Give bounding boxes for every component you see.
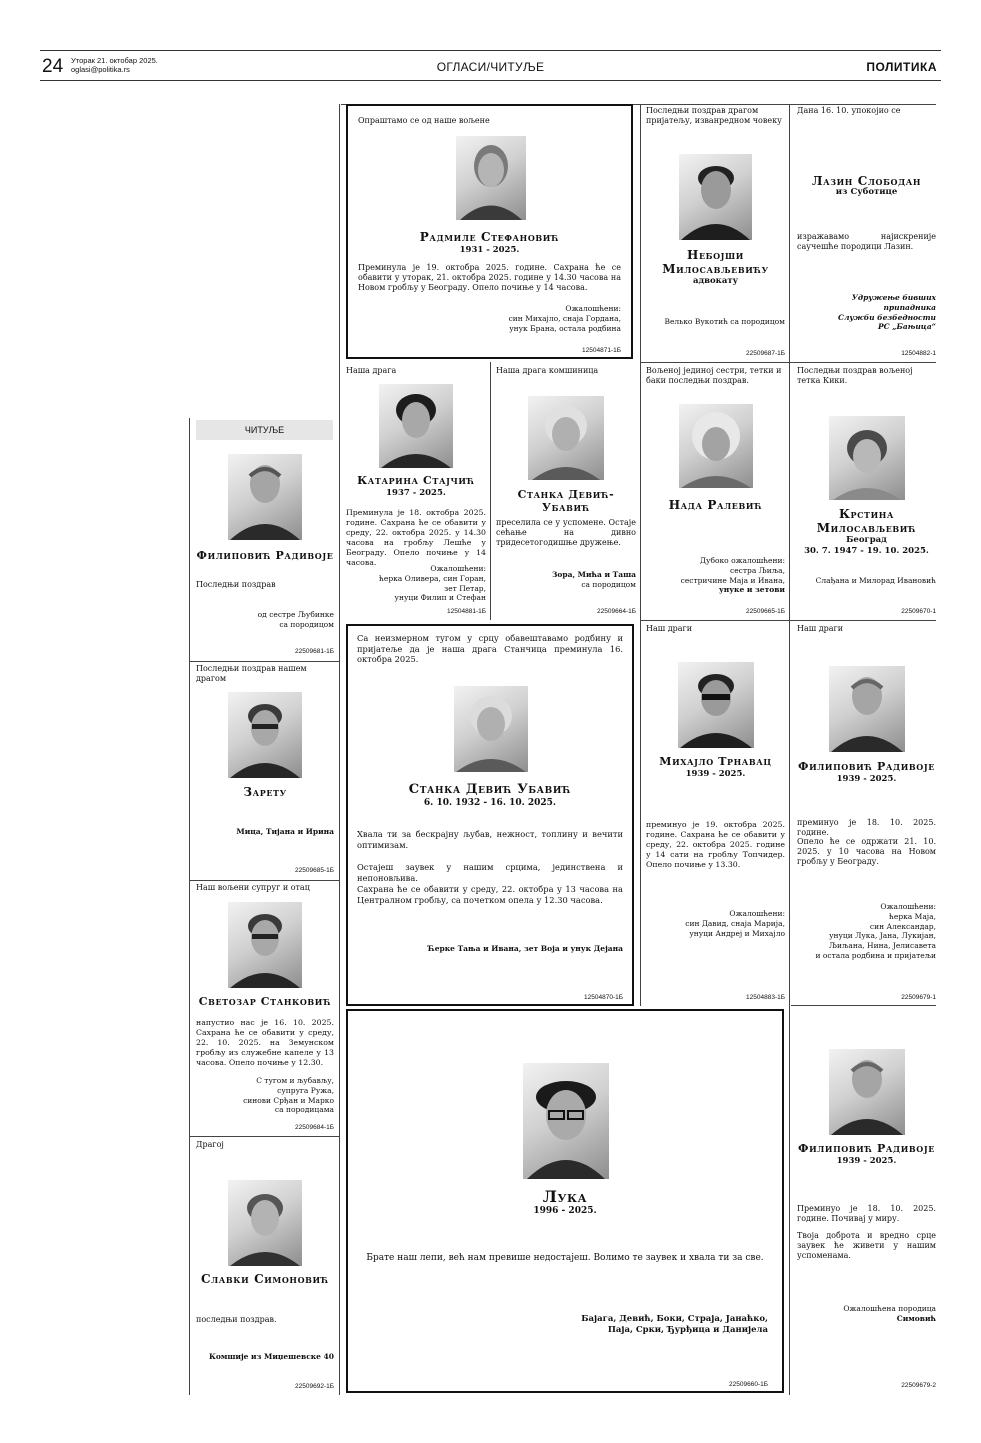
- mourners-line: Љиљана, Нина, Јелисавета: [828, 941, 936, 950]
- notice-text: Опело ће се одржати 21. 10. 2025. у 10 часова на Новом гробљу у Београду.: [797, 837, 936, 867]
- notice-text: Твоја доброта и вредно срце заувек ће живети у нашим успоменама.: [797, 1231, 936, 1261]
- notice-text: Преминуо је 18. 10. 2025. године. Почивај у миру.: [797, 1204, 936, 1224]
- deceased-name: Лазин Слободан: [811, 174, 922, 188]
- notice-text: Хвала ти за бескрајну љубав, нежност, топлину и вечити оптимизам.: [357, 829, 623, 850]
- notice-ralevic: [646, 366, 785, 619]
- portrait-photo: [679, 404, 753, 488]
- row-rule: [791, 1005, 936, 1006]
- notice-filipovic-family: [797, 624, 936, 1004]
- mourners-line: Симовић: [896, 1313, 936, 1323]
- sender-line: Бајага, Девић, Боки, Страја, Јанаћко,: [581, 1314, 768, 1324]
- sender-line: од сестре Љубинке: [257, 610, 334, 619]
- notice-stankovic: [196, 883, 334, 1135]
- section-title: ОГЛАСИ/ЧИТУЉЕ: [436, 60, 545, 74]
- notice-intro: Наш драги: [646, 624, 693, 633]
- column-rule: [490, 362, 491, 620]
- portrait-photo: [528, 396, 604, 480]
- notice-intro: Са неизмерном тугом у срцу обавештавамо родбину и пријатеље да је наша драга Станчица преминула 16. октобра 2025.: [357, 633, 623, 665]
- sender-line: РС „Бањица“: [877, 322, 936, 332]
- portrait-photo: [829, 416, 905, 500]
- notice-intro: Дана 16. 10. упокојио се: [797, 106, 901, 115]
- portrait-photo: [679, 154, 752, 240]
- deceased-name: Светозар Станковић: [198, 995, 332, 1008]
- notice-intro: Последњи поздрав драгом пријатељу, изванредном човеку: [646, 106, 782, 125]
- sender: Слађана и Милорад Ивановић: [815, 576, 936, 585]
- mourners-label: Ожалошћена породица: [843, 1304, 936, 1313]
- notice-intro: Наша драга комшиница: [496, 366, 599, 375]
- deceased-place: из Суботице: [835, 187, 898, 197]
- notice-text: Преминула је 19. октобра 2025. године. Сахрана ће се обавити у уторак, 21. октобра 2025. године у 14.30 часова на Новом гробљу у Београду. Опело почиње у 14 часова.: [358, 263, 621, 293]
- mourners-line: унуци Филип и Стефан: [394, 593, 486, 603]
- ad-code: 12504883-1Б: [746, 994, 785, 1001]
- header-rule-bottom: [40, 80, 941, 81]
- notice-devic-neighbours: [496, 366, 636, 619]
- mourners-line: син Давид, снаја Марија,: [685, 918, 785, 928]
- deceased-name: Филиповић Радивоје: [798, 1142, 935, 1155]
- notice-filipovic-simovic: [797, 1009, 936, 1394]
- portrait-photo: [829, 666, 905, 752]
- portrait-photo: [228, 454, 302, 540]
- notice-intro: Наша драга: [346, 366, 397, 375]
- notice-text: преселила се у успомене. Остаје сећање на дивно тридесетогодишње дружење.: [496, 518, 636, 548]
- mourners: [681, 556, 785, 595]
- mourners-line: ћерка Маја,: [889, 911, 936, 921]
- life-years: 1939 - 2025.: [685, 769, 746, 779]
- column-rule: [789, 104, 790, 1395]
- header-date: Уторак 21. октобар 2025.: [71, 56, 158, 65]
- sender: [552, 570, 636, 590]
- mourners: [379, 564, 486, 603]
- portrait-photo: [829, 1049, 905, 1135]
- sender-line: са породицом: [581, 579, 636, 589]
- life-dates: 30. 7. 1947 - 19. 10. 2025.: [804, 546, 929, 556]
- life-years: 1937 - 2025.: [386, 488, 446, 498]
- sender: [243, 1076, 334, 1115]
- sender-line: са породицама: [274, 1105, 334, 1115]
- row-rule: [190, 661, 339, 662]
- mourners-line: унуке и зетови: [718, 585, 785, 595]
- notice-intro: Последњи поздрав нашем драгом: [196, 664, 307, 683]
- mourners-label: Ожалошћени:: [430, 564, 486, 573]
- notice-text: преминуо је 19. октобра 2025. године. Сахрана ће се обавити у среду, 22. октобра 2025. године у 14 сати на гробљу Топчидер. Опело почиње у 13.30.: [646, 820, 785, 869]
- notice-text: Остајеш заувек у нашим срцима, јединствена и непоновљива.: [357, 862, 623, 883]
- notice-milosavljevic-nebojsa: [646, 106, 785, 360]
- sender: [581, 1314, 768, 1336]
- notice-text: Брате наш лепи, већ нам превише недостајеш. Волимо те заувек и хвала ти за све.: [366, 1253, 764, 1263]
- ad-code: 22509692-1Б: [295, 1383, 334, 1390]
- notice-text: последњи поздрав.: [196, 1315, 277, 1324]
- sender: Ћерке Тања и Ивана, зет Воја и унук Дејана: [427, 944, 623, 953]
- deceased-name: Крстина: [838, 507, 895, 521]
- sender-line: Служби безбедности: [837, 312, 936, 322]
- deceased-place: Београд: [846, 535, 887, 545]
- mourners-line: ћерка Оливера, син Горан,: [379, 573, 486, 583]
- notice-milosavljevic-krstina: [797, 366, 936, 619]
- column-rule: [339, 104, 340, 1395]
- mourners-line: зет Петар,: [444, 583, 486, 593]
- notice-lazin: [797, 106, 936, 360]
- ad-code: 22509670-1: [901, 608, 936, 615]
- mourners: [509, 304, 621, 333]
- notice-trnavac: [646, 624, 785, 1005]
- portrait-photo: [379, 384, 453, 468]
- sender-line: са породицом: [279, 619, 334, 629]
- life-years: 1939 - 2025.: [836, 774, 897, 784]
- deceased-name: Нада Ралевић: [668, 498, 763, 512]
- deceased-title: адвокату: [692, 276, 739, 286]
- notice-stajcic: [346, 366, 486, 619]
- sender: [838, 293, 936, 332]
- notice-zaretu: [196, 664, 334, 879]
- deceased-name: Зарету: [243, 785, 287, 799]
- notice-text: Последњи поздрав: [196, 580, 276, 589]
- mourners-line: унуци Лука, Јана, Лукијан,: [829, 931, 936, 941]
- notice-stefanovic: [346, 104, 633, 359]
- mourners-line: син Михајло, снаја Гордана,: [508, 313, 621, 323]
- ad-code: 22509684-1Б: [295, 1124, 334, 1131]
- sender: Велько Вукотић са породицом: [664, 317, 785, 326]
- ad-code: 22509679-1: [901, 994, 936, 1001]
- mourners-label: Ожалошћени:: [729, 909, 785, 918]
- ad-code: 22509685-1Б: [295, 867, 334, 874]
- life-years: 1939 - 2025.: [836, 1156, 897, 1166]
- sender-line: супруга Ружа,: [277, 1085, 334, 1095]
- ad-code: 12504870-1Б: [584, 994, 623, 1001]
- deceased-name: Славки Симоновић: [200, 1272, 329, 1286]
- ad-code: 22509660-1Б: [729, 1381, 768, 1388]
- notice-intro: Вољеној јединој сестри, тетки и баки последњи поздрав.: [646, 366, 782, 385]
- notice-luka: [346, 1009, 784, 1393]
- life-dates: 6. 10. 1932 - 16. 10. 2025.: [423, 798, 557, 808]
- sender-line: Зора, Мића и Таша: [551, 570, 636, 579]
- ad-code: 22509681-1Б: [295, 648, 334, 655]
- sender: Мица, Тијана и Ирина: [236, 827, 334, 836]
- row-rule: [190, 1136, 339, 1137]
- column-rule: [189, 418, 190, 1395]
- portrait-photo: [456, 136, 526, 220]
- mourners-label: Ожалошћени:: [565, 304, 621, 313]
- notice-filipovic-sister: [196, 446, 334, 660]
- ad-code: 12504881-1Б: [447, 608, 486, 615]
- header-email[interactable]: oglasi@politika.rs: [71, 65, 130, 74]
- portrait-photo: [228, 902, 302, 988]
- portrait-photo: [454, 686, 528, 772]
- deceased-name: Катарина Стајчић: [357, 474, 475, 487]
- sender-line: С тугом и љубављу,: [256, 1076, 334, 1085]
- portrait-photo: [228, 692, 302, 778]
- notice-text: Преминула је 18. октобра 2025. године. Сахрана ће се обавити у среду, 22. октобра 2025. у 14.30 часова на гробљу Лешће у Београду. Опело почиње у 14 часова.: [346, 508, 486, 567]
- notice-text: изражавамо најискреније саучешће породици Лазин.: [797, 232, 936, 252]
- mourners-line: унук Бранa, остала родбина: [509, 323, 621, 333]
- notice-text: Сахрана ће се обавити у среду, 22. октобра у 13 часова на Централном гробљу, са почетком опела у 12.30 часова.: [357, 884, 623, 905]
- mourners-label: Дубоко ожалошћени:: [699, 556, 785, 565]
- portrait-photo: [523, 1063, 609, 1179]
- deceased-name: Милосављевићу: [662, 262, 769, 276]
- ad-code: 22509665-1Б: [746, 608, 785, 615]
- notice-intro: Последњи поздрав вољеној тетка Кики.: [797, 366, 913, 385]
- sender-line: синови Срђан и Марко: [243, 1095, 334, 1105]
- deceased-name: Станка Девић-Убавић: [517, 488, 615, 515]
- ad-code: 22509664-1Б: [597, 608, 636, 615]
- sender: Комшије из Миџешевске 40: [209, 1352, 334, 1361]
- mourners-line: сестра Љиља,: [730, 565, 785, 575]
- header-rule-top: [40, 50, 941, 51]
- row-rule: [641, 620, 936, 621]
- obituaries-label: ЧИТУЉЕ: [196, 420, 333, 440]
- deceased-name: Михајло Трнавац: [659, 755, 772, 768]
- notice-intro: Драгој: [196, 1140, 224, 1149]
- column-rule: [640, 104, 641, 1006]
- sender-line: Удружење бивших: [851, 293, 936, 302]
- notice-text: преминуо је 18. 10. 2025. године.: [797, 818, 936, 838]
- notice-devic-family: [346, 624, 634, 1006]
- deceased-name: Милосављевић: [816, 521, 917, 535]
- mourners-line: унуци Андреј и Михајло: [689, 928, 785, 938]
- mourners-line: и остала родбина и пријатељи: [815, 950, 936, 960]
- notice-text: напустио нас је 16. 10. 2025. Сахрана ће се обавити у среду, 22. 10. 2025. на Земунском гробљу из служебне капеле у 13 часова. Опело почиње у 12.30.: [196, 1018, 334, 1067]
- mourners-label: Ожалошћени:: [880, 902, 936, 911]
- mourners-line: сестричине Маја и Ивана,: [680, 575, 785, 585]
- notice-intro: Опраштамо се од наше вољене: [358, 116, 490, 125]
- life-years: 1931 - 2025.: [459, 245, 520, 255]
- deceased-name: Радмиле Стефановић: [419, 230, 560, 244]
- sender-line: Паја, Срки, Ђурђица и Данијела: [607, 1325, 768, 1336]
- newspaper-logo: ПОЛИТИКА: [866, 60, 937, 74]
- mourners-line: син Александар,: [869, 921, 936, 931]
- row-rule: [190, 880, 339, 881]
- deceased-name: Небојши: [687, 248, 744, 262]
- mourners: [685, 909, 785, 938]
- ad-code: 22509679-2: [901, 1382, 936, 1389]
- mourners: [843, 1304, 936, 1324]
- ad-code: 12504882-1: [901, 350, 936, 357]
- notice-simonovic: [196, 1140, 334, 1394]
- page-number: 24: [42, 56, 64, 77]
- sender: [258, 610, 334, 630]
- ad-code: 22509687-1Б: [746, 350, 785, 357]
- deceased-name: Лука: [542, 1187, 588, 1206]
- row-rule: [641, 362, 936, 363]
- life-years: 1996 - 2025.: [533, 1206, 597, 1216]
- ad-code: 12504871-1Б: [582, 347, 621, 354]
- notice-intro: Наш вољени супруг и отац: [196, 883, 310, 892]
- portrait-photo: [678, 662, 754, 748]
- mourners: [815, 902, 936, 961]
- deceased-name: Филиповић Радивоје: [798, 760, 935, 773]
- deceased-name: Филиповић Радивоје: [196, 549, 334, 562]
- sender-line: припадника: [883, 302, 936, 312]
- notice-intro: Наш драги: [797, 624, 844, 633]
- deceased-name: Станка Девић Убавић: [408, 782, 572, 797]
- portrait-photo: [228, 1180, 302, 1266]
